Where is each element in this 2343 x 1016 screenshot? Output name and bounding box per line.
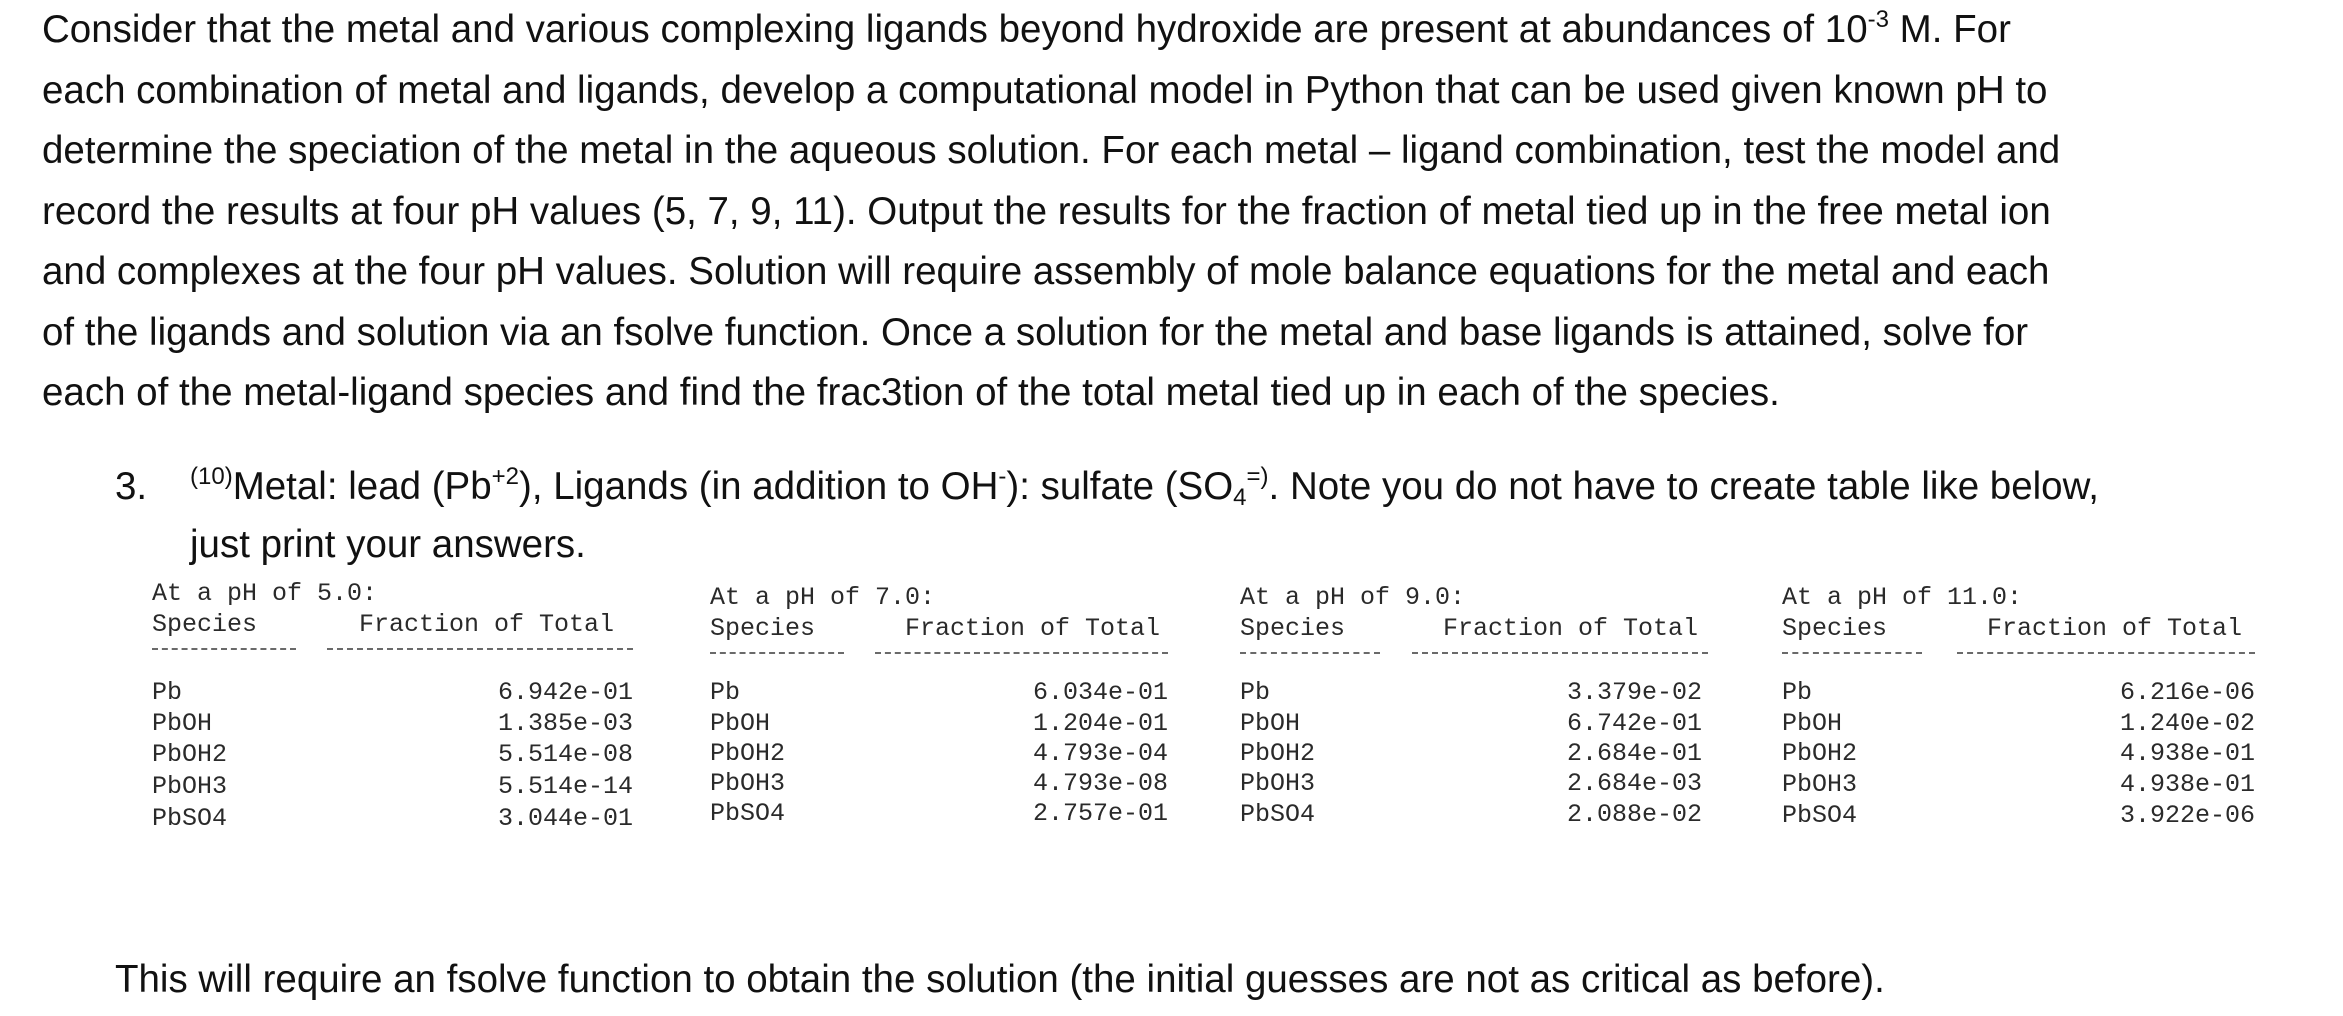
fraction-cell: 6.216e-06 (2119, 678, 2255, 707)
species-cell: PbSO4 (1240, 800, 1316, 829)
fraction-cell: 4.938e-01 (2119, 770, 2255, 799)
fraction-cell: 2.684e-01 (1566, 739, 1702, 768)
points-label: (10) (190, 463, 233, 490)
fraction-cell: 4.793e-04 (1032, 739, 1168, 768)
species-column-header: Species (1782, 614, 1888, 643)
table-header: At a pH of 9.0: (1240, 583, 1466, 612)
table-header: At a pH of 11.0: (1782, 583, 2023, 612)
intro-line-1-tail: M. For (1888, 8, 2011, 51)
fraction-cell: 5.514e-14 (497, 772, 633, 801)
species-cell: PbOH3 (710, 769, 786, 798)
species-cell: PbOH3 (152, 772, 228, 801)
intro-line-1 (42, 0, 2322, 61)
question-text (190, 458, 2099, 574)
hydroxide-charge: - (998, 463, 1007, 490)
fraction-cell: 6.942e-01 (497, 678, 633, 707)
fraction-cell: 3.044e-01 (497, 804, 633, 833)
results-table-ph9 (1240, 582, 1710, 852)
fraction-cell: 1.385e-03 (497, 709, 633, 738)
results-table-ph7 (710, 582, 1170, 852)
fraction-cell: 2.684e-03 (1566, 769, 1702, 798)
fraction-cell: 2.088e-02 (1566, 800, 1702, 829)
species-cell: Pb (1782, 678, 1813, 707)
question-part-2: ), Ligands (in addition to OH (519, 465, 999, 508)
species-column-header: Species (1240, 614, 1346, 643)
sulfate-subscript: 4 (1233, 484, 1247, 511)
species-cell: Pb (710, 678, 741, 707)
results-table-ph11 (1782, 582, 2272, 852)
species-cell: PbOH (710, 709, 771, 738)
species-cell: PbSO4 (1782, 801, 1858, 830)
fraction-cell: 6.034e-01 (1032, 678, 1168, 707)
question-line-1 (190, 463, 2099, 511)
fraction-column-header: Fraction of Total (1443, 614, 1699, 643)
fraction-column-header: Fraction of Total (359, 610, 615, 639)
species-cell: Pb (152, 678, 183, 707)
species-divider (710, 652, 844, 654)
intro-line-3: determine the speciation of the metal in the aqueous solution. For each metal – ligand combination, test the model and (42, 129, 2061, 172)
intro-line-1-text: Consider that the metal and various complexing ligands beyond hydroxide are present at abundances of 10 (42, 8, 1868, 51)
species-divider (1782, 652, 1922, 654)
fraction-cell: 3.922e-06 (2119, 801, 2255, 830)
fraction-divider (1957, 652, 2255, 654)
species-divider (1240, 652, 1380, 654)
fraction-cell: 1.204e-01 (1032, 709, 1168, 738)
intro-line-5: and complexes at the four pH values. Solution will require assembly of mole balance equations for the metal and each (42, 250, 2050, 293)
fraction-cell: 2.757e-01 (1032, 799, 1168, 828)
species-cell: PbSO4 (710, 799, 786, 828)
species-column-header: Species (710, 614, 816, 643)
fraction-cell: 4.938e-01 (2119, 739, 2255, 768)
question-part-3: ): sulfate (SO (1006, 465, 1234, 508)
fraction-cell: 5.514e-08 (497, 740, 633, 769)
species-cell: PbOH (152, 709, 213, 738)
species-cell: PbOH2 (710, 739, 786, 768)
fraction-cell: 1.240e-02 (2119, 709, 2255, 738)
question-part-4: . Note you do not have to create table like below, (1268, 465, 2099, 508)
species-cell: PbOH (1782, 709, 1843, 738)
question-line-2: just print your answers. (190, 523, 586, 566)
footer-note: This will require an fsolve function to obtain the solution (the initial guesses are not as critical as before). (115, 958, 1885, 1001)
sulfate-charge: =) (1246, 463, 1269, 490)
results-table-ph5 (152, 578, 632, 848)
fraction-divider (1412, 652, 1708, 654)
fraction-column-header: Fraction of Total (905, 614, 1161, 643)
species-cell: PbOH2 (1240, 739, 1316, 768)
species-cell: PbSO4 (152, 804, 228, 833)
intro-line-6: of the ligands and solution via an fsolve function. Once a solution for the metal and base ligands is attained, solve for (42, 310, 2029, 354)
intro-line-4: record the results at four pH values (5, 7, 9, 11). Output the results for the fraction of metal tied up in the free metal ion (42, 189, 2051, 233)
question-number: 3. (115, 465, 148, 508)
lead-charge: +2 (491, 463, 519, 490)
fraction-cell: 4.793e-08 (1032, 769, 1168, 798)
species-column-header: Species (152, 610, 258, 639)
species-cell: Pb (1240, 678, 1271, 707)
fraction-divider (875, 652, 1168, 654)
exponent: -3 (1867, 6, 1889, 33)
table-header: At a pH of 5.0: (152, 579, 378, 608)
species-cell: PbOH3 (1782, 770, 1858, 799)
question-part-1: Metal: lead (Pb (232, 465, 492, 508)
table-header: At a pH of 7.0: (710, 583, 936, 612)
fraction-divider (327, 648, 633, 650)
species-cell: PbOH3 (1240, 769, 1316, 798)
species-cell: PbOH2 (152, 740, 228, 769)
species-cell: PbOH2 (1782, 739, 1858, 768)
intro-paragraph (42, 0, 2322, 424)
fraction-column-header: Fraction of Total (1987, 614, 2243, 643)
species-divider (152, 648, 296, 650)
fraction-cell: 3.379e-02 (1566, 678, 1702, 707)
fraction-cell: 6.742e-01 (1566, 709, 1702, 738)
intro-line-7: each of the metal-ligand species and find the frac3tion of the total metal tied up in each of the species. (42, 371, 1780, 414)
intro-line-2: each combination of metal and ligands, develop a computational model in Python that can be used given known pH to (42, 68, 2048, 112)
species-cell: PbOH (1240, 709, 1301, 738)
